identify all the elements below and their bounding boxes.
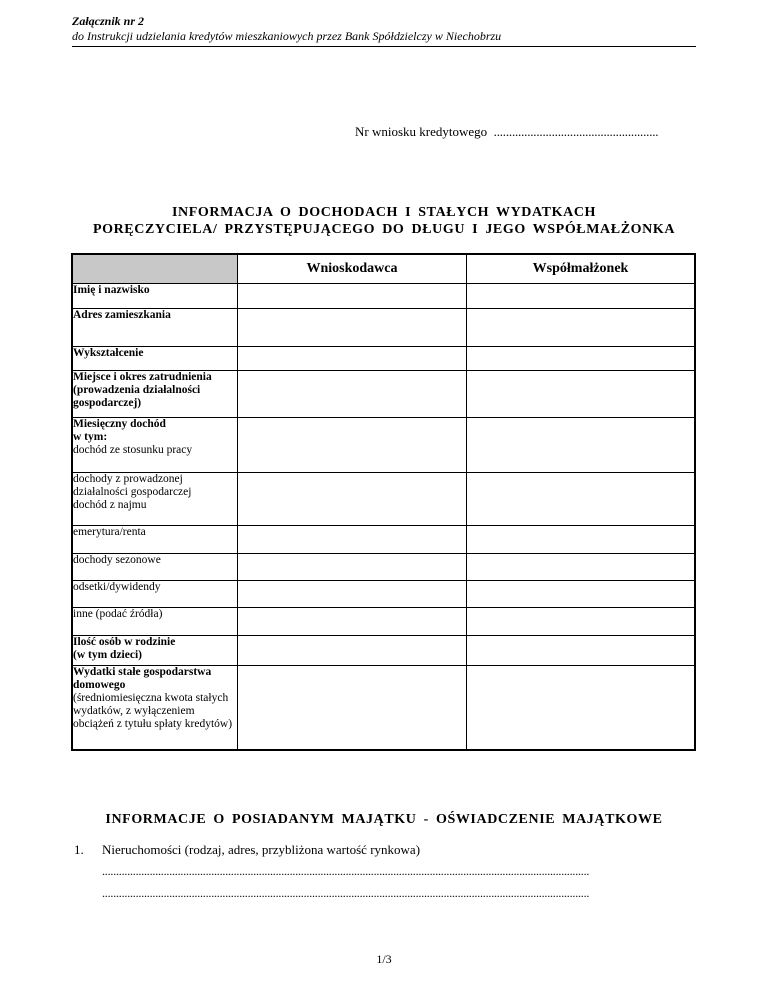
field-sezonowe-wspolmalzonek[interactable] (467, 554, 696, 581)
row-label-emerytura: emerytura/renta (72, 526, 238, 554)
dochod-stosunek-pracy: dochód ze stosunku pracy (73, 444, 193, 456)
table-row (72, 581, 695, 608)
field-ilosc-wspolmalzonek[interactable] (467, 636, 696, 666)
field-dzialalnosc-wspolmalzonek[interactable] (467, 473, 696, 526)
field-wydatki-wspolmalzonek[interactable] (467, 666, 696, 750)
row-label-miejsce-zatrudnienia: Miejsce i okres zatrudnienia (prowadzenia działalności gospodarczej) (72, 371, 238, 418)
wydatki-description: (średniomiesięczna kwota stałych wydatków, z wyłączeniem obciążeń z tytułu spłaty kredytów) (73, 692, 233, 730)
income-table (71, 253, 696, 751)
document-header (72, 14, 696, 47)
form-title-line1: INFORMACJA O DOCHODACH I STAŁYCH WYDATKACH (171, 205, 597, 220)
table-row (72, 526, 695, 554)
application-number-field[interactable]: ...................................................... (493, 124, 659, 139)
field-imie-wnioskodawca[interactable] (238, 284, 467, 309)
table-row (72, 347, 695, 371)
page-number: 1/3 (376, 952, 392, 966)
field-adres-wspolmalzonek[interactable] (467, 309, 696, 347)
header-corner-cell (72, 254, 238, 284)
table-row (72, 473, 695, 526)
field-dochod-wnioskodawca[interactable] (238, 418, 467, 473)
table-row (72, 309, 695, 347)
field-emerytura-wspolmalzonek[interactable] (467, 526, 696, 554)
field-wydatki-wnioskodawca[interactable] (238, 666, 467, 750)
field-dochod-wspolmalzonek[interactable] (467, 418, 696, 473)
field-imie-wspolmalzonek[interactable] (467, 284, 696, 309)
item-nieruchomosci: Nieruchomości (rodzaj, adres, przybliżona wartość rynkowa) (102, 842, 421, 857)
table-row (72, 554, 695, 581)
table-row (72, 666, 695, 750)
row-label-imie: Imię i nazwisko (72, 284, 238, 309)
row-label-sezonowe: dochody sezonowe (72, 554, 238, 581)
table-row (72, 284, 695, 309)
row-label-miesieczny-dochod (72, 418, 238, 473)
column-header-wnioskodawca: Wnioskodawca (238, 254, 467, 284)
instruction-reference: do Instrukcji udzielania kredytów mieszkaniowych przez Bank Spółdzielczy w Niechobrzu (72, 29, 502, 43)
nieruchomosci-fill-line-2[interactable]: .............................................................................................................................................................................. (102, 886, 590, 900)
row-label-adres: Adres zamieszkania (72, 309, 238, 347)
field-dzialalnosc-wnioskodawca[interactable] (238, 473, 467, 526)
row-label-wydatki (72, 666, 238, 750)
table-header-row (72, 254, 695, 284)
field-inne-wspolmalzonek[interactable] (467, 608, 696, 636)
field-odsetki-wspolmalzonek[interactable] (467, 581, 696, 608)
item-number: 1. (74, 842, 84, 857)
field-sezonowe-wnioskodawca[interactable] (238, 554, 467, 581)
dochod-subheading: w tym: (73, 431, 108, 443)
row-label-ilosc-osob (72, 636, 238, 666)
attachment-label: Załącznik nr 2 (72, 14, 145, 28)
table-row (72, 371, 695, 418)
field-adres-wnioskodawca[interactable] (238, 309, 467, 347)
field-inne-wnioskodawca[interactable] (238, 608, 467, 636)
table-row (72, 608, 695, 636)
form-title-line2: PORĘCZYCIELA/ PRZYSTĘPUJĄCEGO DO DŁUGU I JEGO WSPÓŁMAŁŻONKA (92, 222, 676, 237)
row-label-wyksztalcenie: Wykształcenie (72, 347, 238, 371)
row-label-odsetki: odsetki/dywidendy (72, 581, 238, 608)
field-wyksztalcenie-wnioskodawca[interactable] (238, 347, 467, 371)
application-number-label: Nr wniosku kredytowego (355, 124, 488, 139)
table-row (72, 418, 695, 473)
column-header-wspolmalzonek: Współmałżonek (467, 254, 696, 284)
dochod-heading: Miesięczny dochód (73, 418, 166, 430)
dochody-dzialalnosc: dochody z prowadzonej działalności gospodarczej (73, 473, 192, 498)
field-miejsce-wnioskodawca[interactable] (238, 371, 467, 418)
field-emerytura-wnioskodawca[interactable] (238, 526, 467, 554)
row-label-inne: inne (podać źródła) (72, 608, 238, 636)
field-miejsce-wspolmalzonek[interactable] (467, 371, 696, 418)
wydatki-heading: Wydatki stałe gospodarstwa domowego (73, 666, 212, 691)
application-number (355, 124, 658, 140)
field-odsetki-wnioskodawca[interactable] (238, 581, 467, 608)
row-label-dzialalnosc (72, 473, 238, 526)
field-wyksztalcenie-wspolmalzonek[interactable] (467, 347, 696, 371)
dochod-najem: dochód z najmu (73, 499, 147, 511)
field-ilosc-wnioskodawca[interactable] (238, 636, 467, 666)
nieruchomosci-fill-line-1[interactable]: .............................................................................................................................................................................. (102, 864, 590, 878)
table-row (72, 636, 695, 666)
assets-section-title: INFORMACJE O POSIADANYM MAJĄTKU - OŚWIADCZENIE MAJĄTKOWE (105, 812, 663, 827)
ilosc-osob-line1: Ilość osób w rodzinie (73, 636, 176, 648)
ilosc-osob-line2: (w tym dzieci) (73, 649, 142, 661)
